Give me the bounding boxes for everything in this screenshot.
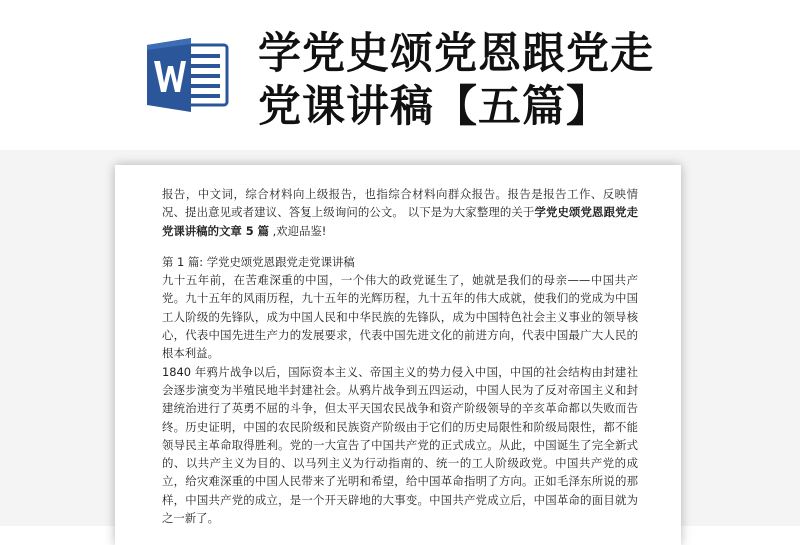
- intro-tail: ,欢迎品鉴!: [268, 223, 327, 238]
- body-paragraph-1: 九十五年前，在苦难深重的中国，一个伟大的政党诞生了，她就是我们的母亲——中国共产党。九十五年的风雨历程，九十五年的光辉历程，九十五年的伟大成就，使我们的党成为中国工人阶级的先锋队，成为中国人民和中华民族的先锋队，成为中国特色社会主义事业的领导核心，代表中国先进生产力的发展要求，代表中国先进文化的前进方向，代表中国最广大人民的根本利益。: [162, 273, 638, 361]
- intro-text: 报告，中文词，综合材料向上级报告，也指综合材料向群众报告。报告是报告工作、反映情况、提出意见或者建议、答复上级询问的公文。 以下是为大家整理的关于: [162, 187, 638, 220]
- document-page: [115, 165, 681, 545]
- intro-bold-title: 学党史颂党恩跟党走党课讲稿的文章 5 篇: [162, 205, 638, 238]
- word-document-icon: [145, 36, 231, 114]
- title-line-1: 学党史颂党恩跟党走: [258, 29, 654, 79]
- section-heading: 第 1 篇: 学党史颂党恩跟党走党课讲稿: [162, 254, 355, 269]
- title-line-2: 党课讲稿【五篇】: [258, 82, 610, 132]
- body-paragraph-2: 1840 年鸦片战争以后，国际资本主义、帝国主义的势力侵入中国，中国的社会结构由封建社会逐步演变为半殖民地半封建社会。从鸦片战争到五四运动，中国人民为了反对帝国主义和封建统治进行了英勇不屈的斗争，但太平天国农民战争和资产阶级领导的辛亥革命都以失败而告终。历史证明，中国的农民阶级和民族资产阶级由于它们的历史局限性和阶级局限性，都不能领导民主革命取得胜利。党的一大宣告了中国共产党的正式成立。从此，中国诞生了完全新式的、以共产主义为目的、以马列主义为行动指南的、统一的工人阶级政党。中国共产党的成立，给灾难深重的中国人民带来了光明和希望，给中国革命指明了方向。正如毛泽东所说的那样，中国共产党的成立，是一个开天辟地的大事变。中国共产党成立后，中国革命的面目就为之一新了。: [162, 364, 638, 526]
- header: [0, 0, 800, 150]
- intro-paragraph: [162, 185, 638, 240]
- paragraph-gap: [162, 240, 638, 253]
- page-title: [258, 28, 728, 134]
- document-content: [162, 185, 638, 527]
